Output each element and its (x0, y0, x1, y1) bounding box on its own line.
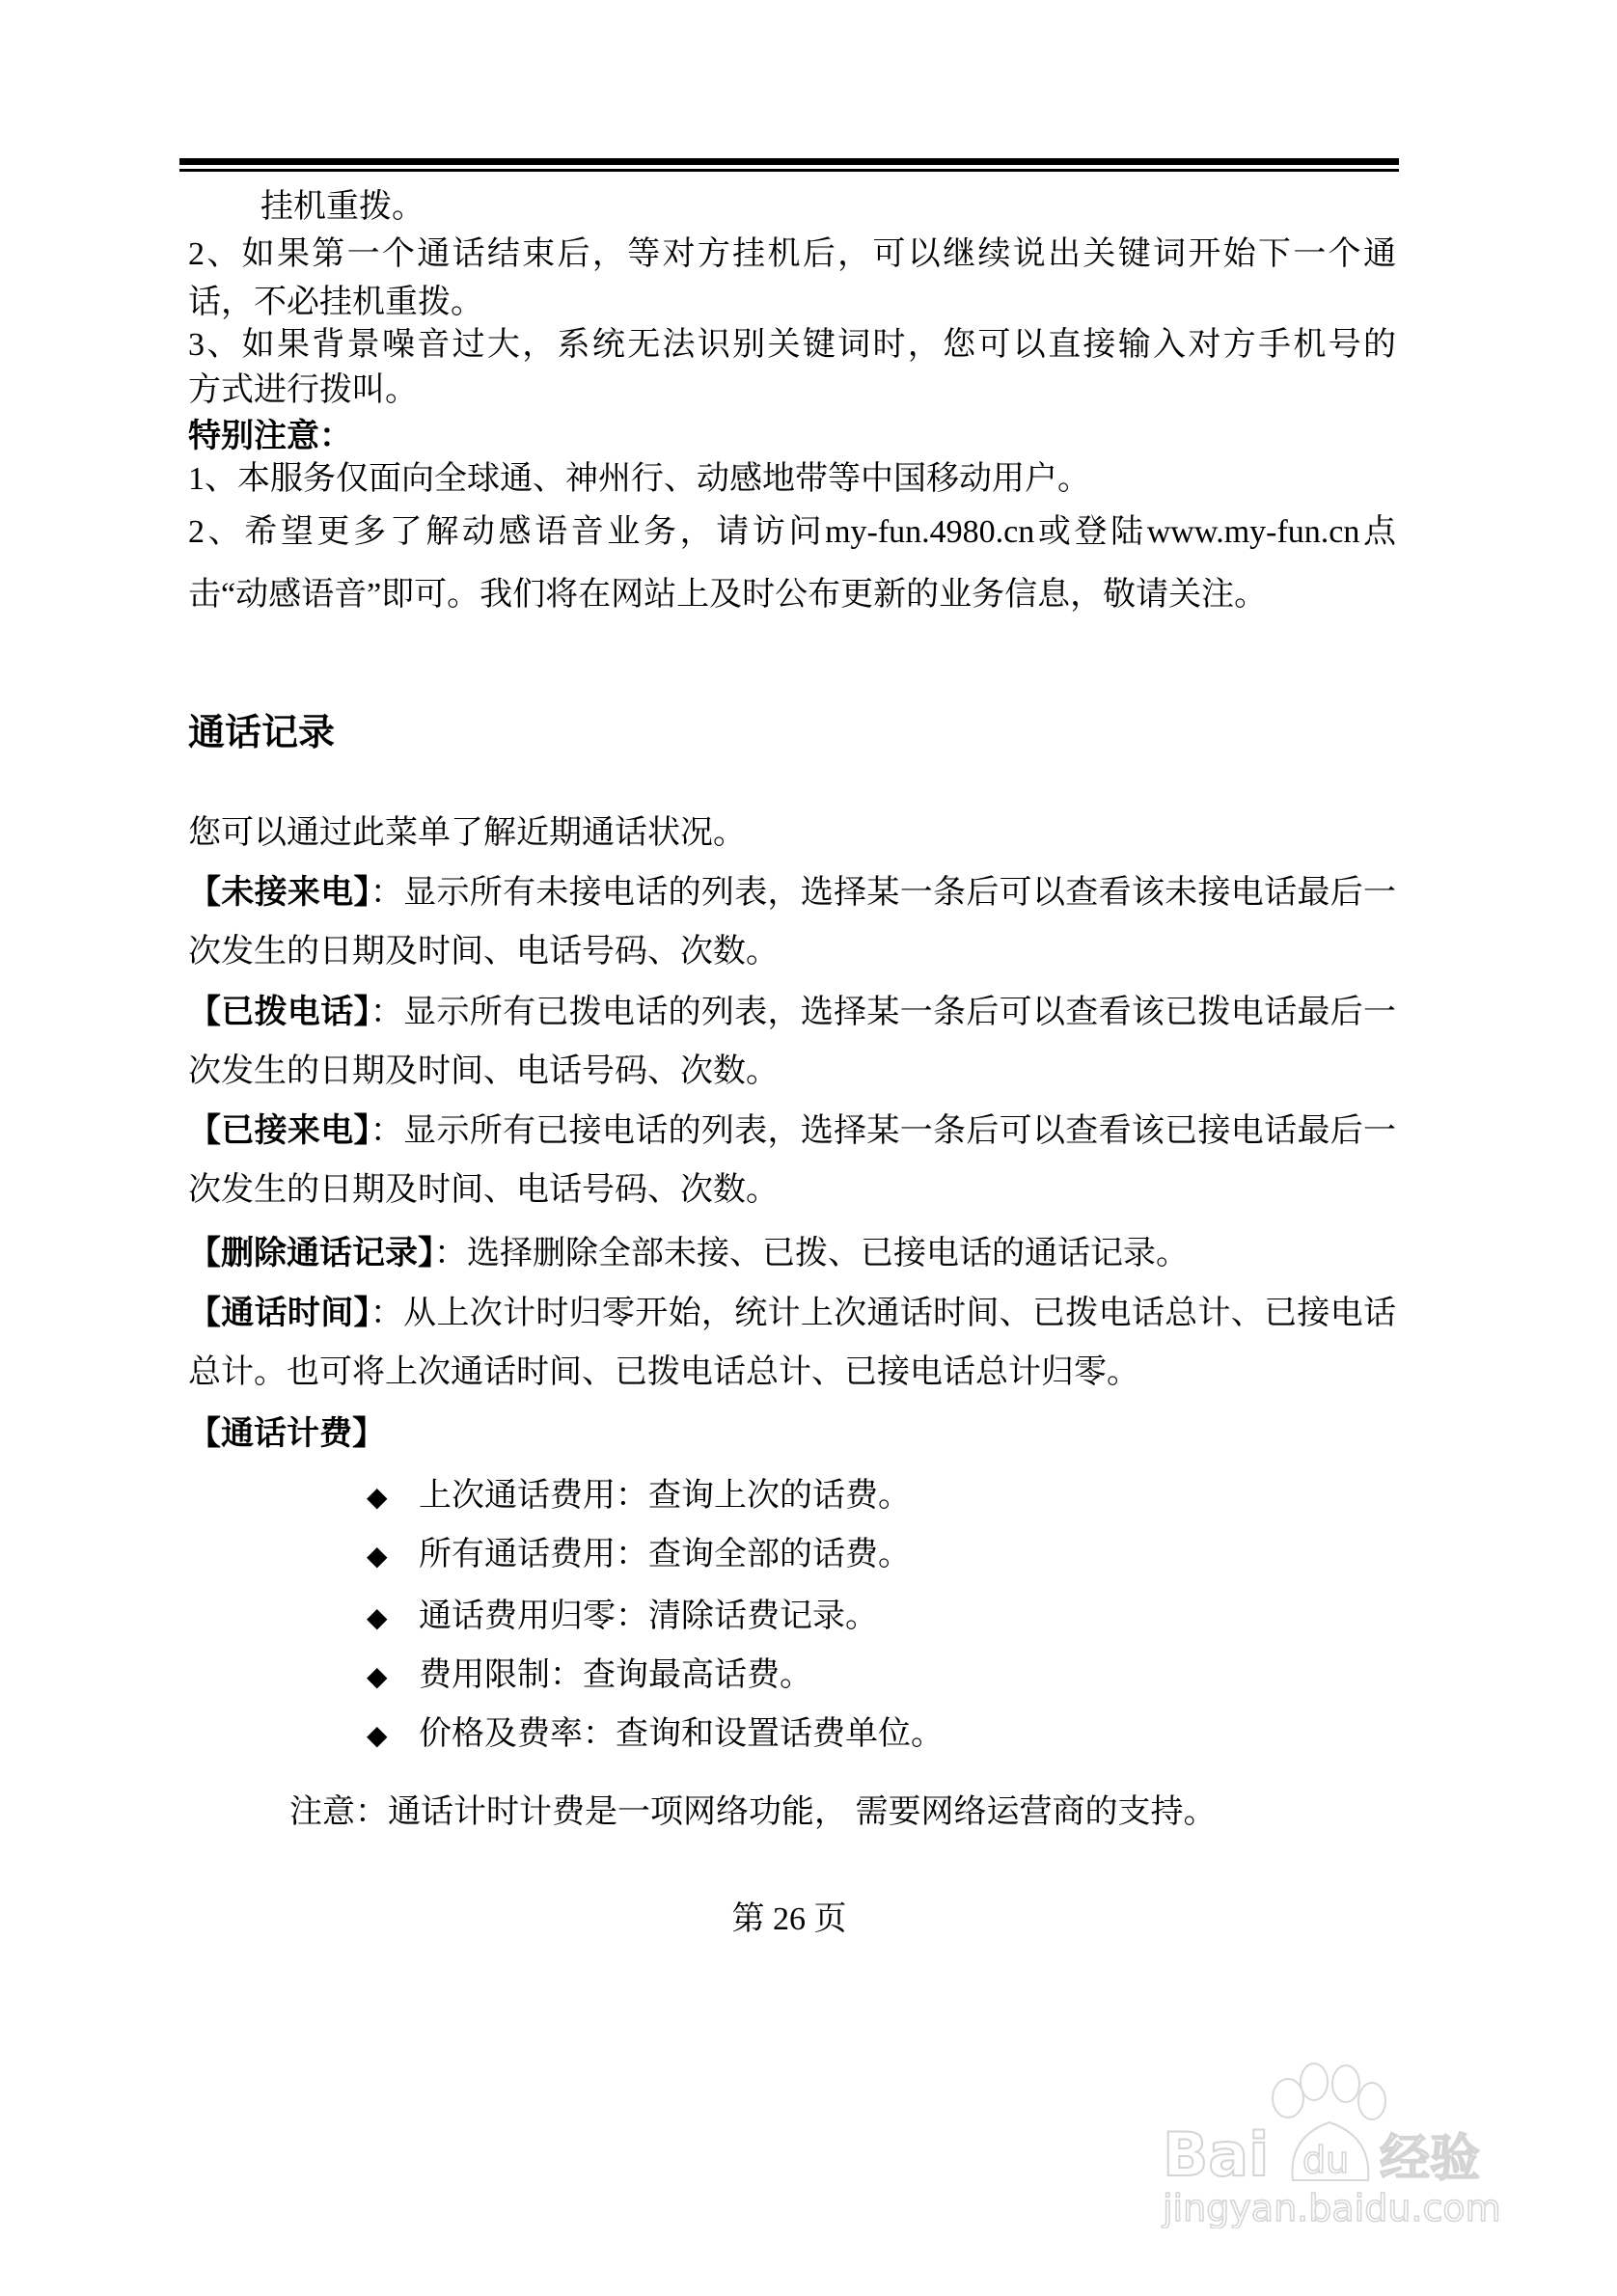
item-3-line-1: 3、如果背景噪音过大，系统无法识别关键词时，您可以直接输入对方手机号的 (188, 327, 1396, 363)
bullet-item: ◆ 所有通话费用：查询全部的话费。 (367, 1536, 911, 1576)
item-label: 【已拨电话】 (188, 995, 370, 1030)
item-missed-calls (188, 863, 1396, 981)
item-text: ：显示所有已接电话的列表，选择某一条后可以查看该已接电话最后一次发生的日期及时间、电话号码、次数。 (188, 1113, 1397, 1208)
item-dialed-calls (188, 983, 1396, 1101)
item-call-time (188, 1284, 1396, 1402)
item-text: ：显示所有未接电话的列表，选择某一条后可以查看该未接电话最后一次发生的日期及时间、电话号码、次数。 (188, 875, 1397, 970)
diamond-bullet-icon: ◆ (367, 1662, 388, 1692)
item-delete-records (188, 1224, 1396, 1283)
item-call-billing (188, 1405, 1396, 1463)
special-note-title: 特别注意： (188, 419, 352, 454)
continuation-line: 挂机重拨。 (260, 189, 425, 225)
item-label: 【删除通话记录】 (188, 1236, 434, 1271)
section-intro: 您可以通过此菜单了解近期通话状况。 (188, 815, 746, 851)
item-text: ：显示所有已拨电话的列表，选择某一条后可以查看该已拨电话最后一次发生的日期及时间、电话号码、次数。 (188, 995, 1397, 1089)
diamond-bullet-icon: ◆ (367, 1721, 388, 1751)
diamond-bullet-icon: ◆ (367, 1542, 388, 1572)
bullet-item: ◆ 价格及费率：查询和设置话费单位。 (367, 1715, 944, 1756)
header-rule-thin (179, 169, 1399, 172)
billing-note: 注意：通话计时计费是一项网络功能， 需要网络运营商的支持。 (289, 1794, 1217, 1830)
header-rule-thick (179, 158, 1399, 165)
diamond-bullet-icon: ◆ (367, 1483, 388, 1513)
page-number: 第 26 页 (731, 1901, 847, 1937)
bullet-item: ◆ 上次通话费用：查询上次的话费。 (367, 1477, 911, 1517)
special-note-1: 1、本服务仅面向全球通、神州行、动感地带等中国移动用户。 (188, 461, 1090, 497)
item-2-line-1: 2、如果第一个通话结束后，等对方挂机后，可以继续说出关键词开始下一个通 (188, 236, 1396, 272)
svg-text:Bai: Bai (1163, 2119, 1270, 2190)
item-2-line-2: 话，不必挂机重拨。 (188, 285, 483, 320)
baidu-jingyan-watermark-logo (1148, 2045, 1505, 2228)
item-text: ：从上次计时归零开始，统计上次通话时间、已拨电话总计、已接电话总计。也可将上次通话时间、已拨电话总计、已接电话总计归零。 (188, 1296, 1397, 1390)
item-label: 【已接来电】 (188, 1113, 370, 1149)
item-text: ：选择删除全部未接、已拨、已接电话的通话记录。 (434, 1236, 1189, 1271)
svg-text:经验: 经验 (1380, 2130, 1481, 2188)
item-3-line-2: 方式进行拨叫。 (188, 372, 418, 408)
bullet-item: ◆ 通话费用归零：清除话费记录。 (367, 1598, 878, 1638)
special-note-2-line-1: 2、希望更多了解动感语音业务，请访问my-fun.4980.cn或登陆www.my-fun.cn点 (188, 514, 1396, 550)
svg-text:du: du (1302, 2139, 1350, 2181)
item-label: 【通话时间】 (188, 1296, 370, 1331)
svg-text:jingyan.baidu.com: jingyan.baidu.com (1163, 2187, 1501, 2228)
diamond-bullet-icon: ◆ (367, 1603, 388, 1633)
section-title: 通话记录 (188, 713, 336, 753)
item-received-calls (188, 1102, 1396, 1219)
special-note-2-line-2: 击“动感语音”即可。我们将在网站上及时公布更新的业务信息，敬请关注。 (188, 577, 1268, 613)
item-label: 【未接来电】 (188, 875, 370, 911)
item-label: 【通话计费】 (188, 1416, 385, 1452)
bullet-item: ◆ 费用限制：查询最高话费。 (367, 1656, 812, 1697)
